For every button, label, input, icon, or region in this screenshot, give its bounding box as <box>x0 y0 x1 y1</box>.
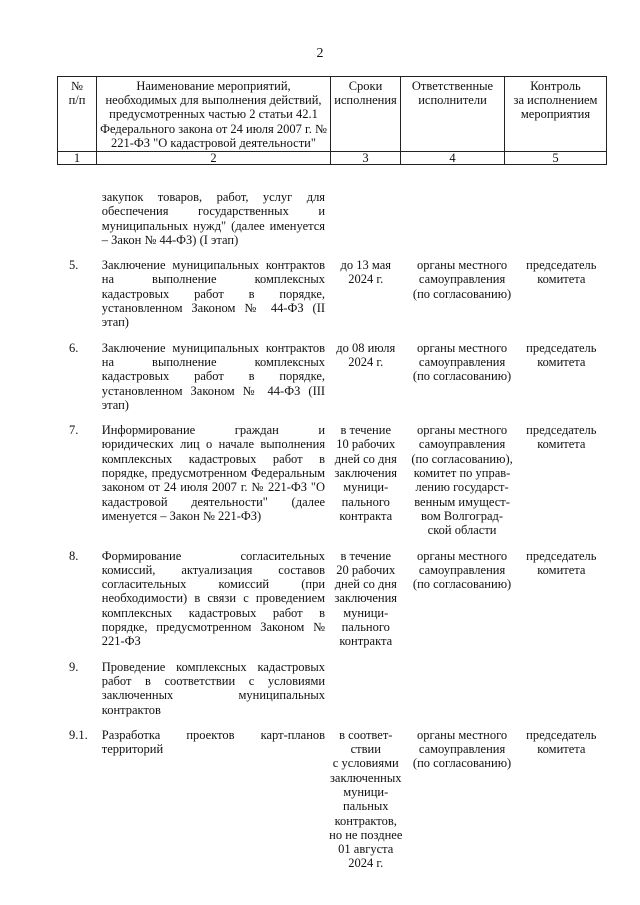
header-responsible: Ответственные исполнители <box>401 77 505 152</box>
row-deadline: до 08 июля 2024 г. <box>336 340 396 369</box>
column-number-1: 1 <box>58 152 97 165</box>
table-row <box>57 258 606 329</box>
header-control: Контроль за исполнением мероприятия <box>505 77 607 152</box>
row-activity-name: Информирование граждан и юридических лиц о начале выполнения комплексных кадастровых работ в порядке, предусмотренном Федеральным законом от 24 июля 2007 г. № 221-ФЗ "О кадастровой деятельности" (далее именуется – Закон № 221-ФЗ) <box>101 423 326 523</box>
header-number: № п/п <box>58 77 97 152</box>
row-control: председатель комитета <box>526 727 597 757</box>
column-number-3: 3 <box>331 152 401 165</box>
header-activity-name: Наименование мероприятий, необходимых для выполнения действий, предусмотренных частью 2 статьи 42.1 Федерального закона от 24 июля 2007 г. № 221-ФЗ "О кадастровой деятельности" <box>97 77 331 152</box>
row-control: председатель комитета <box>526 258 597 287</box>
row-control: председатель комитета <box>526 340 597 369</box>
row-deadline: в течение 20 рабочих дней со дня заключения муници- пального контракта <box>334 548 398 649</box>
column-number-5: 5 <box>505 152 607 165</box>
row-activity-name: закупок товаров, работ, услуг для обеспечения государственных и муниципальных нужд" (далее именуется – Закон № 44-ФЗ) (I этап) <box>101 190 326 247</box>
column-number-2: 2 <box>97 152 331 165</box>
table-row <box>57 549 606 649</box>
row-number: 5. <box>69 258 79 273</box>
row-control: председатель комитета <box>526 423 597 452</box>
row-number: 8. <box>69 548 79 563</box>
row-responsible: органы местного самоуправления (по согласованию), комитет по управ- лению государст- венным имущест- вом Волгоград- ской области <box>411 423 513 538</box>
row-activity-name: Проведение комплексных кадастровых работ в соответствии с условиями заключенных муниципальных контрактов <box>101 659 326 717</box>
table-row <box>57 423 606 537</box>
row-number: 7. <box>69 423 79 438</box>
column-number-4: 4 <box>401 152 505 165</box>
row-responsible: органы местного самоуправления (по согласованию) <box>412 340 512 384</box>
row-deadline: в течение 10 рабочих дней со дня заключения муници- пального контракта <box>334 423 398 523</box>
table-row <box>57 341 606 412</box>
row-responsible: органы местного самоуправления (по согласованию) <box>412 548 512 592</box>
row-deadline: до 13 мая 2024 г. <box>340 258 391 287</box>
row-activity-name: Разработка проектов карт-планов территорий <box>101 727 326 757</box>
table-header <box>57 76 607 165</box>
row-number: 9. <box>69 659 79 674</box>
row-activity-name: Заключение муниципальных контрактов на выполнение комплексных кадастровых работ в порядке, установленном Законом № 44-ФЗ (III этап) <box>101 340 326 412</box>
header-deadline: Сроки исполнения <box>331 77 401 152</box>
table-body <box>57 190 606 871</box>
row-number: 9.1. <box>69 727 88 742</box>
table-row <box>57 660 606 717</box>
row-deadline: в соответ- ствии с условиями заключенных муници- пальных контрактов, но не позднее 01 августа 2024 г. <box>329 727 403 871</box>
row-responsible: органы местного самоуправления (по согласованию) <box>412 727 512 771</box>
row-control: председатель комитета <box>526 548 597 577</box>
table-row <box>57 728 606 871</box>
page-number: 2 <box>316 46 324 61</box>
row-responsible: органы местного самоуправления (по согласованию) <box>412 258 512 301</box>
table-row <box>57 190 606 247</box>
row-number: 6. <box>69 340 79 355</box>
row-activity-name: Заключение муниципальных контрактов на выполнение комплексных кадастровых работ в порядке, установленном Законом № 44-ФЗ (II этап) <box>101 258 326 330</box>
row-activity-name: Формирование согласительных комиссий, актуализация составов согласительных комиссий (при необходимости) в связи с проведением комплексных кадастровых работ в порядке, предусмотренном Законом № 221-ФЗ <box>101 548 326 649</box>
